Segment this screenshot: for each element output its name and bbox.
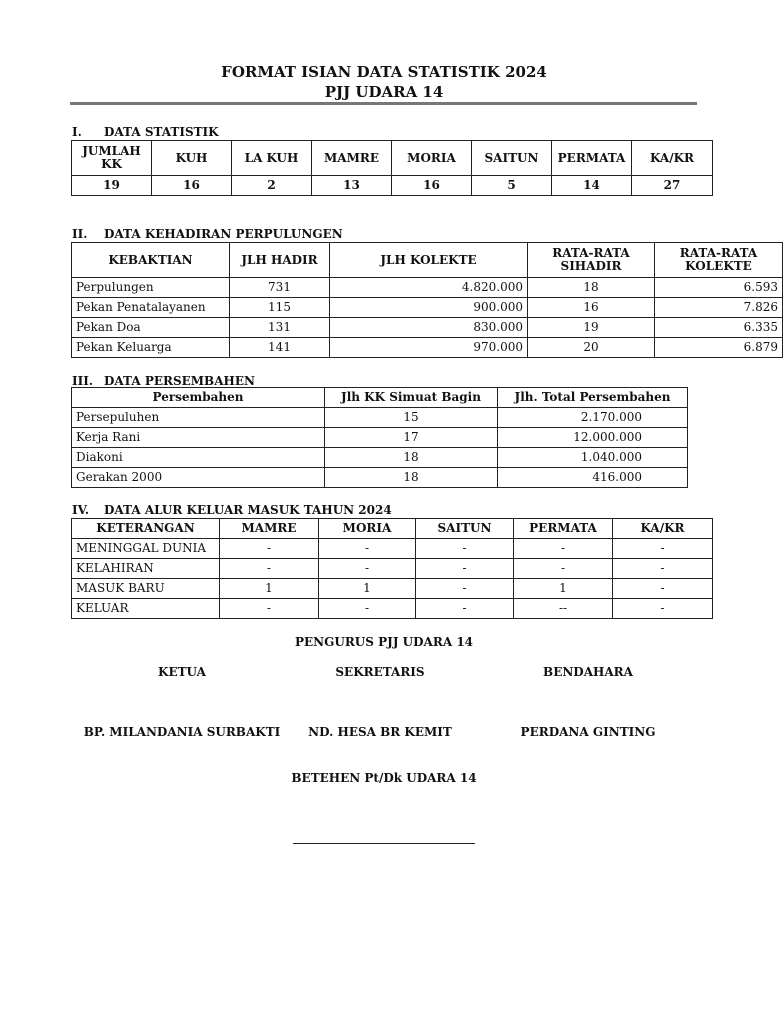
col-header: KA/KR: [632, 141, 713, 176]
statistik-value-row: [72, 176, 713, 196]
table-cell: -: [220, 539, 319, 559]
col-header: JUMLAH KK: [72, 141, 152, 176]
table-cell: MENINGGAL DUNIA: [72, 539, 220, 559]
table-cell: -: [416, 579, 514, 599]
table-cell: 16: [152, 176, 232, 196]
col-header: SAITUN: [416, 519, 514, 539]
table-cell: -: [220, 559, 319, 579]
table-cell: 16: [392, 176, 472, 196]
table-row: [72, 579, 713, 599]
table-cell: 18: [528, 278, 655, 298]
table-cell: -: [220, 599, 319, 619]
table-cell: 131: [230, 318, 330, 338]
col-header: PERMATA: [514, 519, 613, 539]
table-cell: -: [514, 559, 613, 579]
table-row: [72, 468, 688, 488]
table-cell: 900.000: [330, 298, 528, 318]
col-header: LA KUH: [232, 141, 312, 176]
table-cell: 15: [325, 408, 498, 428]
table-cell: 6.879: [655, 338, 783, 358]
col-header: KUH: [152, 141, 232, 176]
table-cell: Perpulungen: [72, 278, 230, 298]
table-cell: Pekan Keluarga: [72, 338, 230, 358]
col-header: PERMATA: [552, 141, 632, 176]
role-ketua: KETUA: [158, 665, 206, 679]
table-cell: 1: [220, 579, 319, 599]
col-header: RATA-RATA KOLEKTE: [655, 243, 783, 278]
table-cell: 16: [528, 298, 655, 318]
section-1-number: I.: [72, 125, 82, 139]
table-cell: 970.000: [330, 338, 528, 358]
signature-line: [293, 843, 475, 844]
table-cell: -: [416, 599, 514, 619]
table-cell: 7.826: [655, 298, 783, 318]
table-cell: 2: [232, 176, 312, 196]
col-header: Persembahen: [72, 388, 325, 408]
statistik-table: [71, 140, 713, 196]
table-cell: Persepuluhen: [72, 408, 325, 428]
table-row: [72, 599, 713, 619]
section-3-title: DATA PERSEMBAHEN: [104, 374, 255, 388]
kehadiran-table: [71, 242, 783, 358]
table-cell: -: [319, 539, 416, 559]
table-cell: 6.593: [655, 278, 783, 298]
section-4-number: IV.: [72, 503, 90, 517]
table-cell: 17: [325, 428, 498, 448]
table-cell: KELUAR: [72, 599, 220, 619]
col-header: KEBAKTIAN: [72, 243, 230, 278]
col-header: JLH HADIR: [230, 243, 330, 278]
table-row: [72, 318, 783, 338]
table-cell: Pekan Doa: [72, 318, 230, 338]
table-row: [72, 539, 713, 559]
name-ketua: BP. MILANDANIA SURBAKTI: [83, 725, 281, 739]
table-cell: 416.000: [498, 468, 688, 488]
table-cell: -: [613, 559, 713, 579]
table-row: [72, 298, 783, 318]
table-cell: Pekan Penatalayanen: [72, 298, 230, 318]
section-4-title: DATA ALUR KELUAR MASUK TAHUN 2024: [104, 503, 392, 517]
document-title: FORMAT ISIAN DATA STATISTIK 2024: [221, 63, 547, 81]
table-cell: -: [416, 539, 514, 559]
name-sekretaris: ND. HESA BR KEMIT: [308, 725, 452, 739]
table-cell: MASUK BARU: [72, 579, 220, 599]
table-cell: 2.170.000: [498, 408, 688, 428]
table-cell: Kerja Rani: [72, 428, 325, 448]
table-cell: 12.000.000: [498, 428, 688, 448]
table-cell: -: [613, 579, 713, 599]
table-cell: Diakoni: [72, 448, 325, 468]
kehadiran-header-row: [72, 243, 783, 278]
table-cell: 1: [514, 579, 613, 599]
table-cell: --: [514, 599, 613, 619]
section-2-title: DATA KEHADIRAN PERPULUNGEN: [104, 227, 343, 241]
table-cell: 27: [632, 176, 713, 196]
name-bendahara: PERDANA GINTING: [520, 725, 656, 739]
col-header: MORIA: [392, 141, 472, 176]
table-cell: 13: [312, 176, 392, 196]
section-4-heading: [72, 503, 392, 517]
col-header: SAITUN: [472, 141, 552, 176]
section-3-number: III.: [72, 374, 94, 388]
table-cell: 1: [319, 579, 416, 599]
table-row: [72, 448, 688, 468]
col-header: Jlh KK Simuat Bagin: [325, 388, 498, 408]
col-header: Jlh. Total Persembahen: [498, 388, 688, 408]
table-cell: -: [319, 599, 416, 619]
persembahen-table: [71, 387, 688, 488]
table-cell: 18: [325, 468, 498, 488]
role-bendahara: BENDAHARA: [543, 665, 633, 679]
col-header: MAMRE: [220, 519, 319, 539]
col-header: KETERANGAN: [72, 519, 220, 539]
table-cell: 6.335: [655, 318, 783, 338]
table-cell: 5: [472, 176, 552, 196]
section-1-heading: [72, 125, 219, 139]
section-2-heading: [72, 227, 343, 241]
table-cell: 731: [230, 278, 330, 298]
table-cell: 1.040.000: [498, 448, 688, 468]
alur-table: [71, 518, 713, 619]
table-cell: -: [416, 559, 514, 579]
table-row: [72, 278, 783, 298]
col-header: KA/KR: [613, 519, 713, 539]
document-subtitle: PJJ UDARA 14: [324, 83, 444, 101]
table-row: [72, 338, 783, 358]
table-row: [72, 559, 713, 579]
section-2-number: II.: [72, 227, 88, 241]
role-sekretaris: SEKRETARIS: [335, 665, 425, 679]
persembahen-header-row: [72, 388, 688, 408]
table-cell: 4.820.000: [330, 278, 528, 298]
table-cell: -: [514, 539, 613, 559]
table-cell: 141: [230, 338, 330, 358]
table-cell: KELAHIRAN: [72, 559, 220, 579]
table-row: [72, 428, 688, 448]
table-cell: 115: [230, 298, 330, 318]
pengurus-heading: PENGURUS PJJ UDARA 14: [294, 635, 474, 649]
col-header: MAMRE: [312, 141, 392, 176]
table-cell: -: [613, 539, 713, 559]
table-cell: -: [319, 559, 416, 579]
betehen-heading: BETEHEN Pt/Dk UDARA 14: [291, 771, 477, 785]
section-1-title: DATA STATISTIK: [104, 125, 219, 139]
table-cell: 20: [528, 338, 655, 358]
table-cell: 19: [528, 318, 655, 338]
table-cell: Gerakan 2000: [72, 468, 325, 488]
col-header: RATA-RATA SIHADIR: [528, 243, 655, 278]
table-cell: 14: [552, 176, 632, 196]
statistik-header-row: [72, 141, 713, 176]
alur-header-row: [72, 519, 713, 539]
col-header: JLH KOLEKTE: [330, 243, 528, 278]
table-cell: 18: [325, 448, 498, 468]
table-row: [72, 408, 688, 428]
table-cell: -: [613, 599, 713, 619]
col-header: MORIA: [319, 519, 416, 539]
table-cell: 19: [72, 176, 152, 196]
section-3-heading: [72, 374, 255, 388]
table-cell: 830.000: [330, 318, 528, 338]
title-divider: [70, 102, 697, 105]
